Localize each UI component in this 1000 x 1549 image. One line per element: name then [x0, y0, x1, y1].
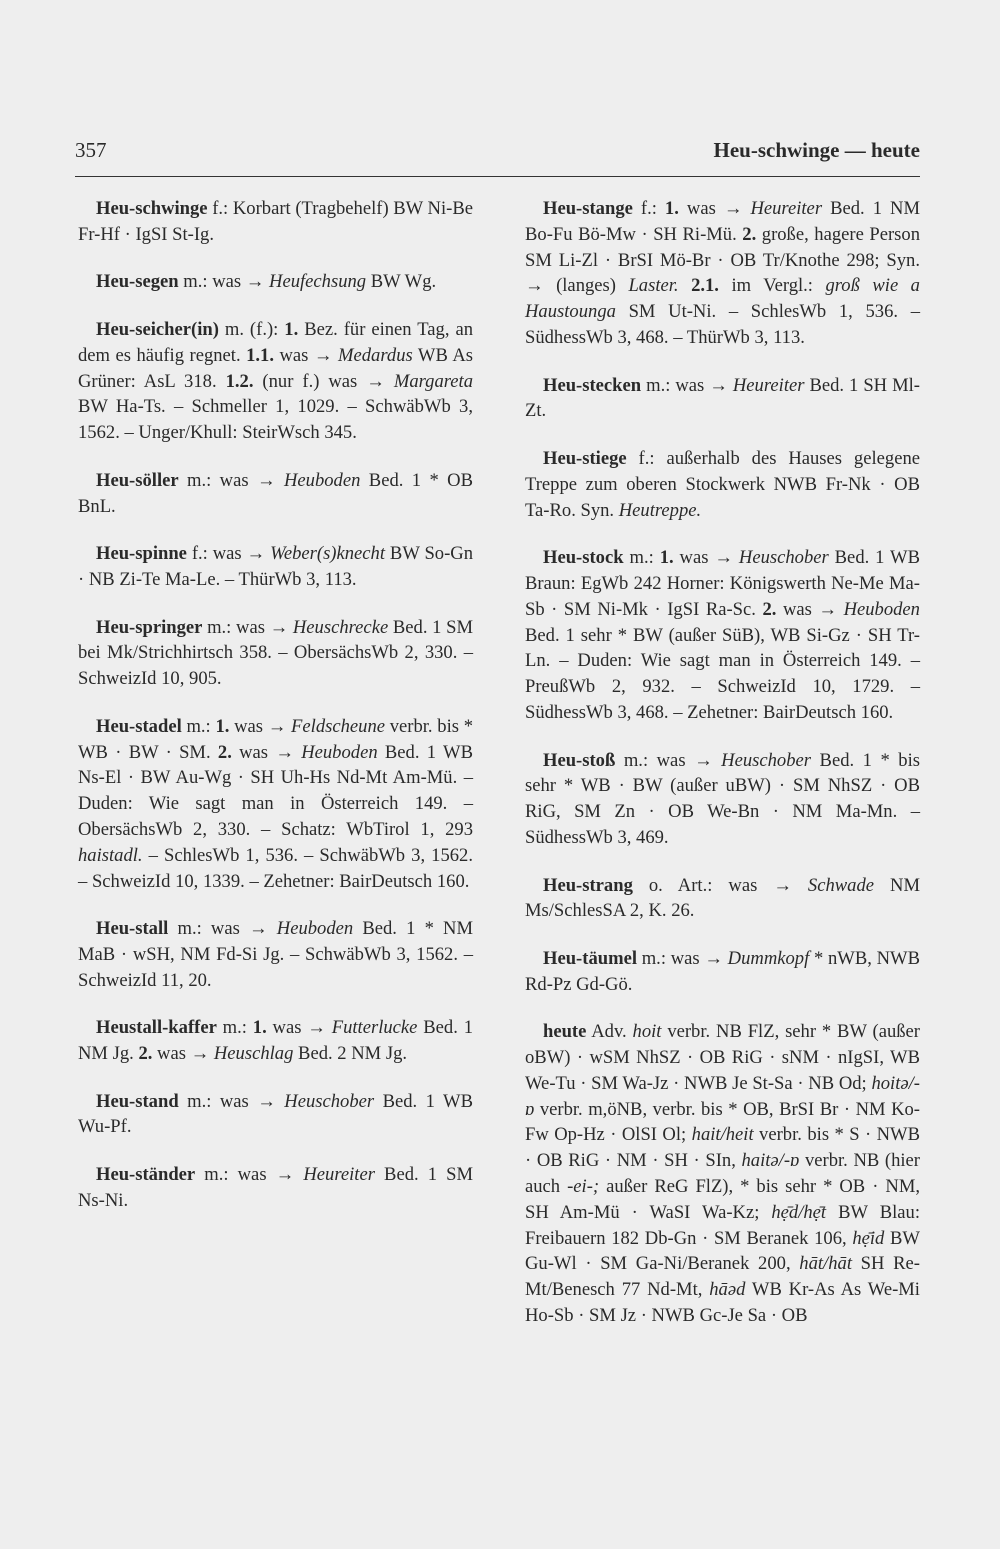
entry-lemma: Heustall-kaffer	[96, 1017, 217, 1039]
entry-lemma: Heu-söller	[96, 469, 179, 491]
entry-text: Bez. für einen Tag, an dem es häufig regnet.	[78, 318, 473, 366]
entry-reference: hait/heit	[691, 1124, 754, 1146]
entry-text: verbr. NB FlZ, sehr * BW (außer oBW) · wSM NhSZ · OB RiG · sNM · nIgSI, WB We-Tu · SM Wa-Jz · NWB Je St-Sa · NB Od;	[525, 1021, 920, 1094]
entry-reference: Heutreppe.	[618, 499, 702, 521]
entry-text: im Vergl.:	[718, 275, 826, 297]
dictionary-entry	[525, 373, 920, 425]
header-rule	[75, 176, 920, 177]
entry-sense-number: 1.	[664, 198, 679, 219]
entry-text: was →	[274, 344, 339, 366]
entry-text: BW Gu-Wl · SM Ga-Ni/Beranek 200,	[525, 1227, 920, 1275]
entry-text: m.: was →	[178, 271, 270, 293]
entry-sense-number: 2.	[742, 223, 757, 245]
entry-text: m.: was →	[178, 1090, 285, 1112]
page-header	[75, 138, 920, 174]
right-column	[525, 196, 920, 1351]
dictionary-entry	[525, 946, 920, 998]
entry-text: was →	[673, 547, 739, 569]
entry-text: außer ReG FlZ), * bis sehr * OB · NM, SH Am-Mü · WaSI Wa-Kz;	[525, 1176, 920, 1223]
dictionary-entry	[525, 196, 920, 351]
entry-reference: Heuboden	[843, 598, 920, 620]
entry-text: m.:	[181, 715, 216, 737]
entry-reference: hāt/hāt	[799, 1253, 852, 1275]
entry-reference: -ei-;	[567, 1176, 600, 1198]
entry-lemma: Heu-schwinge	[96, 198, 208, 219]
entry-text: Bed. 1 SM Ns-Ni.	[78, 1164, 474, 1211]
entry-reference: groß wie a Haustounga	[525, 275, 920, 323]
entry-sense-number: 1.2.	[225, 370, 254, 392]
entry-reference: Heureiter	[303, 1164, 375, 1186]
entry-text: f.:	[632, 198, 665, 219]
entry-reference: Heuboden	[283, 469, 361, 491]
entry-reference: Laster.	[628, 275, 679, 297]
dictionary-entry	[78, 615, 473, 692]
entry-text: Bed. 1 WB Ns-El · BW Au-Wg · SH Uh-Hs Nd-Mt Am-Mü. – Duden: Wie sagt man in Österreich 149. – ObersächsWb 2, 330. – Schatz: WbTirol 1, 293	[78, 741, 473, 840]
entry-lemma: Heu-strang	[543, 874, 633, 896]
entry-sense-number: 2.1.	[691, 275, 719, 297]
dictionary-entry	[78, 916, 473, 993]
entry-reference: Heuschober	[721, 749, 812, 771]
entry-text: m.: was →	[641, 374, 733, 396]
entry-reference: hoit	[632, 1021, 662, 1043]
dictionary-entry	[78, 714, 473, 895]
entry-reference: Heuschober	[738, 547, 829, 569]
dictionary-entry	[525, 1019, 920, 1329]
entry-sense-number: 1.	[284, 318, 299, 340]
left-column	[78, 196, 473, 1235]
entry-text: Bed. 1 * NM MaB · wSH, NM Fd-Si Jg. – SchwäbWb 3, 1562. – SchweizId 11, 20.	[78, 918, 473, 991]
entry-sense-number: 1.	[215, 715, 230, 737]
entry-text: Bed. 1 sehr * BW (außer SüB), WB Si-Gz · SH Tr-Ln. – Duden: Wie sagt man in Österreich 149. – PreußWb 2, 932. – SchweizId 10, 1729. – SüdhessWb 3, 468. – Zehetner: BairDeutsch 160.	[525, 624, 920, 723]
entry-text: f.: was →	[186, 543, 271, 565]
entry-text: (nur f.) was →	[253, 370, 394, 392]
entry-reference: Heufechsung	[269, 271, 367, 293]
entry-reference: Schwade	[807, 874, 875, 896]
entry-sense-number: 2.	[138, 1043, 153, 1065]
entry-text: m.:	[216, 1017, 253, 1039]
entry-lemma: Heu-springer	[96, 616, 203, 638]
dictionary-entry	[525, 545, 920, 726]
dictionary-entry	[525, 446, 920, 523]
entry-text: NM Ms/SchlesSA 2, K. 26.	[525, 874, 920, 922]
entry-reference: haistadl.	[78, 844, 143, 866]
entry-text: verbr. m,öNB, verbr. bis * OB, BrSI Br · NM Ko-Fw Op-Hz · OlSI Ol;	[525, 1098, 920, 1146]
entry-lemma: Heu-stecken	[543, 374, 642, 396]
entry-text: f.: Korbart (Tragbehelf) BW Ni-Be Fr-Hf · IgSI St-Ig.	[78, 198, 473, 245]
entry-reference: Margareta	[393, 370, 474, 392]
entry-text: Adv.	[586, 1021, 633, 1043]
entry-sense-number: 1.	[252, 1017, 267, 1039]
entry-text: was →	[678, 198, 751, 219]
entry-sense-number: 1.1.	[246, 344, 274, 366]
entry-text: – SchlesWb 1, 536. – SchwäbWb 3, 1562. – SchweizId 10, 1339. – Zehetner: BairDeutsch 160.	[78, 844, 473, 892]
running-head: Heu-schwinge — heute	[713, 138, 920, 162]
entry-text: m.: was →	[178, 469, 284, 491]
entry-text: was →	[231, 741, 302, 763]
entry-text: Bed. 1 * OB BnL.	[78, 469, 473, 517]
entry-text: m. (f.):	[218, 318, 285, 340]
entry-text: m.: was →	[202, 616, 293, 638]
entry-text: Bed. 2 NM Jg.	[293, 1043, 408, 1065]
entry-text: Bed. 1 NM Bo-Fu Bö-Mw · SH Ri-Mü.	[525, 198, 920, 245]
entry-text: WB Kr-As As We-Mi Ho-Sb · SM Jz · NWB Gc-Je Sa · OB	[525, 1279, 920, 1327]
entry-text: WB As Grüner: AsL 318.	[78, 344, 473, 392]
entry-reference: hāəd	[709, 1279, 746, 1301]
entry-text: BW Ha-Ts. – Schmeller 1, 1029. – SchwäbWb 3, 1562. – Unger/Khull: SteirWsch 345.	[78, 396, 473, 444]
entry-text: Bed. 1 * bis sehr * WB · BW (außer uBW) · SM NhSZ · OB RiG, SM Zn · OB We-Bn · NM Ma-Mn. – SüdhessWb 3, 469.	[525, 749, 920, 848]
entry-reference: hoitə/-ɒ	[525, 1072, 920, 1120]
entry-text: m.:	[623, 547, 660, 569]
entry-reference: Heuboden	[301, 741, 378, 763]
entry-reference: Futterlucke	[331, 1017, 418, 1039]
entry-lemma: Heu-stange	[543, 198, 633, 219]
entry-text: m.: was →	[615, 749, 722, 771]
entry-reference: haitə/-ɒ	[741, 1150, 800, 1172]
dictionary-entry	[78, 196, 473, 248]
entry-reference: Heureiter	[750, 198, 823, 219]
entry-text: SH Re-Mt/Benesch 77 Nd-Mt,	[525, 1253, 920, 1301]
page-number: 357	[75, 138, 107, 162]
entry-lemma: Heu-ständer	[96, 1164, 196, 1186]
entry-text: was →	[776, 598, 844, 620]
entry-reference: Heuschrecke	[292, 616, 389, 638]
dictionary-entry	[78, 1015, 473, 1067]
entry-reference: Weber(s)knecht	[270, 543, 386, 565]
entry-text: f.: außerhalb des Hauses gelegene Treppe zum oberen Stockwerk NWB Fr-Nk · OB Ta-Ro. Syn.	[525, 447, 920, 521]
entry-text: Bed. 1 SM bei Mk/Strichhirtsch 358. – ObersächsWb 2, 330. – SchweizId 10, 905.	[78, 616, 473, 690]
entry-text: SM Ut-Ni. – SchlesWb 1, 536. – SüdhessWb 3, 468. – ThürWb 3, 113.	[525, 301, 920, 348]
dictionary-entry	[78, 1162, 473, 1214]
entry-text: was →	[266, 1017, 332, 1039]
entry-lemma: Heu-stock	[543, 547, 624, 569]
entry-lemma: Heu-stall	[96, 918, 169, 940]
entry-sense-number: 2.	[217, 741, 232, 763]
entry-lemma: Heu-seicher(in)	[96, 318, 219, 340]
entry-text: * nWB, NWB Rd-Pz Gd-Gö.	[525, 947, 920, 995]
entry-text: verbr. bis * WB · BW · SM.	[78, 715, 473, 763]
entry-text: Bed. 1 NM Jg.	[78, 1017, 473, 1065]
entry-text: m.: was →	[168, 918, 277, 940]
entry-reference: Heuschlag	[213, 1043, 294, 1065]
entry-text: Bed. 1 SH Ml-Zt.	[525, 374, 920, 422]
dictionary-entry	[78, 1089, 473, 1141]
dictionary-entry	[525, 873, 920, 925]
entry-text: Bed. 1 WB Wu-Pf.	[78, 1090, 473, 1138]
entry-reference: hẹ̄id	[852, 1227, 885, 1249]
entry-text: verbr. bis * S · NWB · OB RiG · NM · SH · SIn,	[525, 1124, 921, 1172]
entry-reference: Medardus	[338, 344, 413, 366]
entry-lemma: heute	[543, 1021, 587, 1043]
entry-reference: Heuboden	[276, 918, 354, 940]
entry-lemma: Heu-stadel	[96, 715, 182, 737]
entry-reference: Heureiter	[732, 374, 805, 396]
entry-reference: Feldscheune	[291, 715, 386, 737]
entry-lemma: Heu-segen	[96, 271, 179, 293]
entry-text: was →	[229, 715, 292, 737]
entry-text: o. Art.: was →	[632, 874, 808, 896]
entry-lemma: Heu-stoß	[543, 749, 616, 771]
dictionary-entry	[78, 317, 473, 446]
entry-lemma: Heu-stiege	[543, 447, 627, 469]
entry-text: große, hagere Person SM Li-Zl · BrSI Mö-Br · OB Tr/Knothe 298; Syn. → (langes)	[525, 223, 920, 297]
dictionary-entry	[525, 748, 920, 851]
entry-lemma: Heu-täumel	[543, 947, 637, 969]
entry-lemma: Heu-spinne	[96, 543, 187, 565]
entry-text: BW Blau: Freibauern 182 Db-Gn · SM Beranek 106,	[525, 1201, 920, 1249]
entry-text: BW Wg.	[366, 271, 437, 293]
entry-text: verbr. NB (hier auch	[525, 1150, 921, 1198]
entry-text: Bed. 1 WB Braun: EgWb 242 Horner: Königswerth Ne-Me Ma-Sb · SM Ni-Mk · IgSI Ra-Sc.	[525, 547, 920, 620]
dictionary-entry	[78, 541, 473, 593]
dictionary-entry	[78, 468, 473, 520]
entry-text: m.: was →	[637, 947, 728, 969]
entry-sense-number: 1.	[659, 547, 674, 569]
entry-reference: Dummkopf	[727, 947, 810, 969]
entry-reference: hẹ̄d/hẹ̄t	[771, 1201, 827, 1223]
entry-text: m.: was →	[195, 1164, 304, 1186]
entry-reference: Heuschober	[284, 1090, 375, 1112]
entry-sense-number: 2.	[762, 598, 777, 620]
entry-text: was →	[152, 1043, 214, 1065]
dictionary-entry	[78, 269, 473, 295]
entry-text: BW So-Gn · NB Zi-Te Ma-Le. – ThürWb 3, 113.	[78, 543, 473, 590]
entry-text	[679, 275, 691, 296]
entry-lemma: Heu-stand	[96, 1090, 179, 1112]
